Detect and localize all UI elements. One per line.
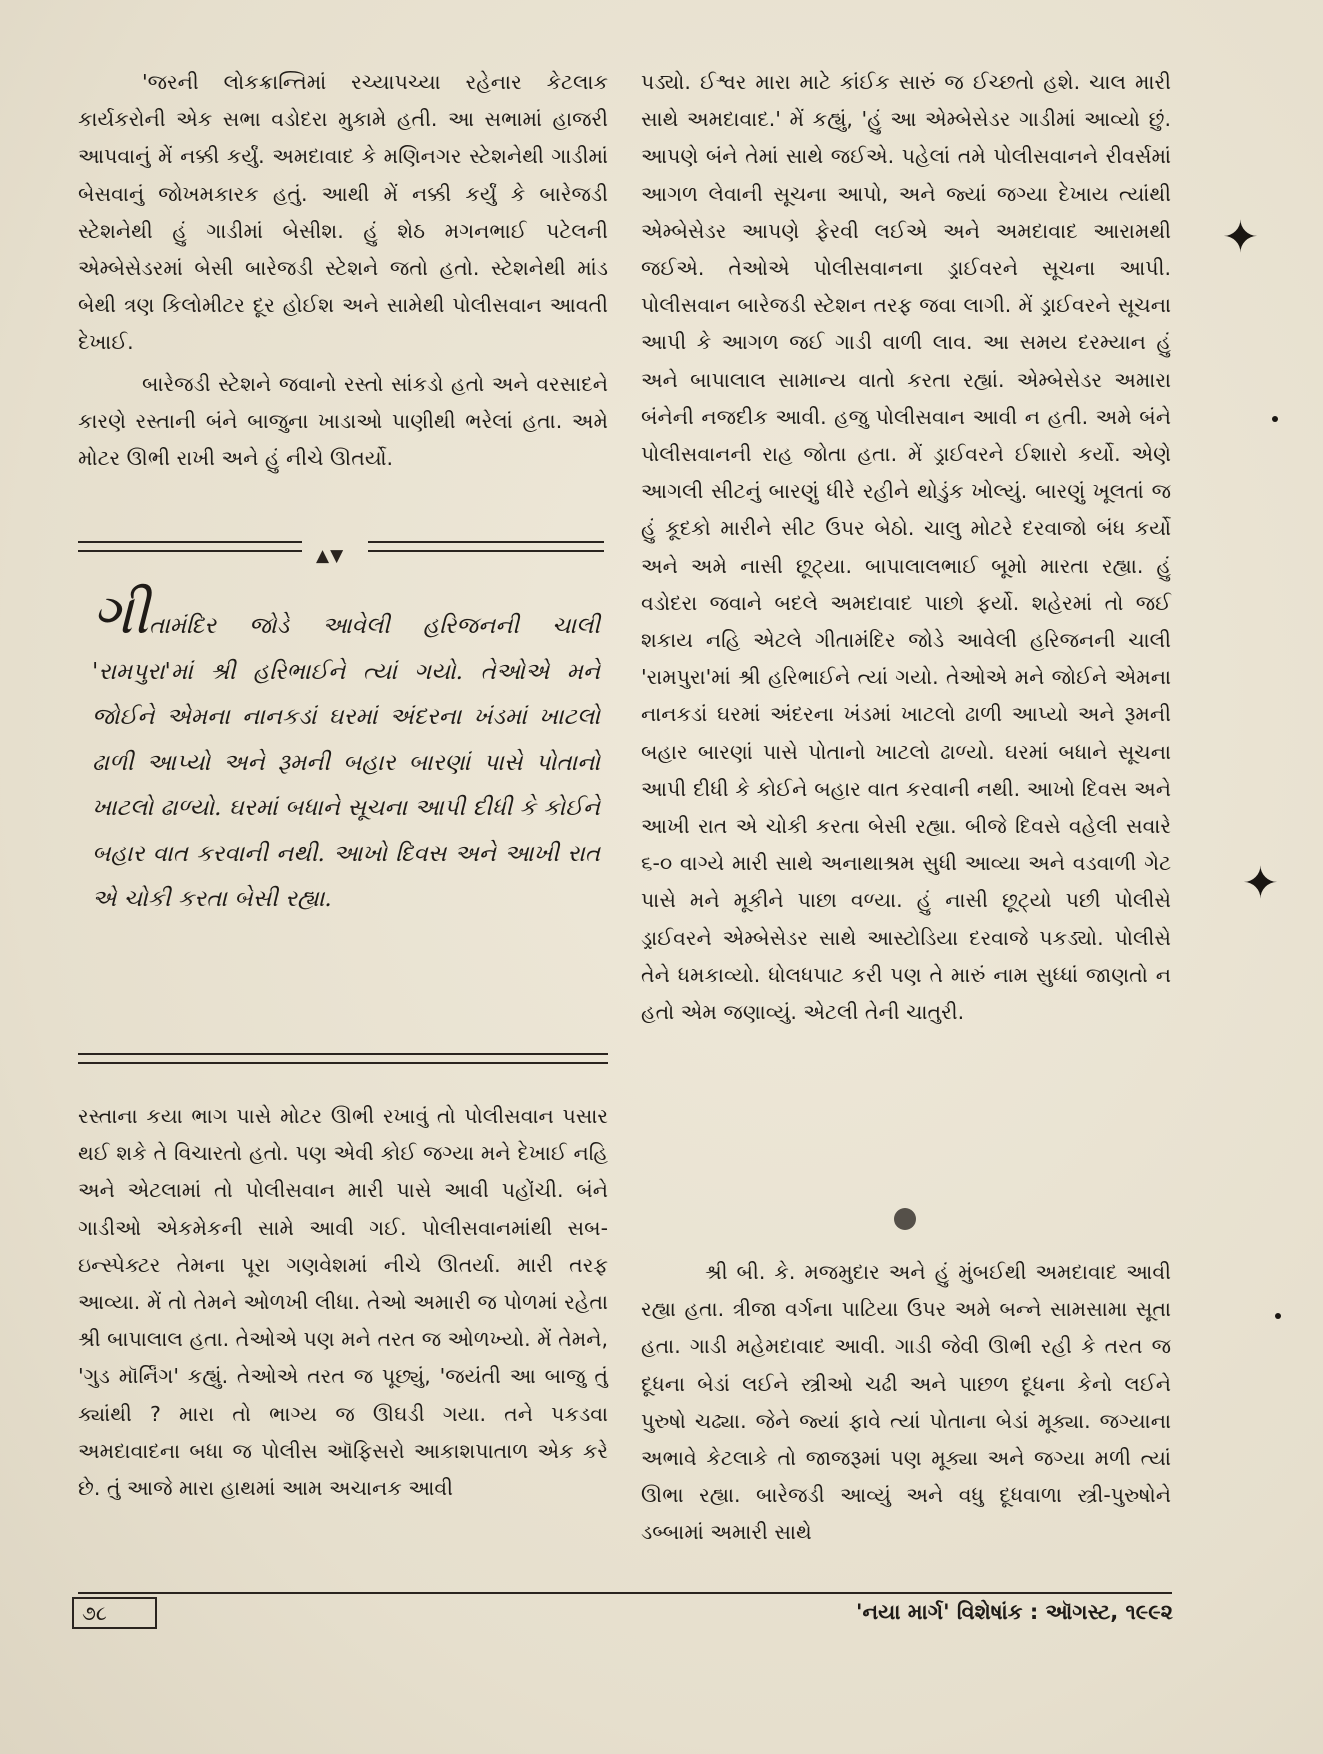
- right-column-bottom: [641, 1254, 1171, 1552]
- ornament-triangles: ▲▼: [316, 546, 345, 566]
- pull-quote-dropcap: ગી: [92, 582, 149, 647]
- body-paragraph: બારેજડી સ્ટેશને જવાનો રસ્તો સાંકડો હતો અને વરસાદને કારણે રસ્તાની બંને બાજુના ખાડાઓ પાણીથી ભરેલાં હતા. અમે મોટર ઊભી રાખી અને હું નીચે ઊતર્યો.: [78, 371, 608, 471]
- footer-caption: 'નયા માર્ગ' વિશેષાંક : ઑગસ્ટ, ૧૯૯૨: [856, 1600, 1173, 1624]
- section-divider-left: [78, 541, 302, 552]
- body-paragraph: રસ્તાના કયા ભાગ પાસે મોટર ઊભી રખાવું તો પોલીસવાન પસાર થઈ શકે તે વિચારતો હતો. પણ એવી કોઈ જગ્યા મને દેખાઈ નહિ અને એટલામાં તો પોલીસવાન મારી પાસે આવી પહોંચી. બંને ગાડીઓ એકમેકની સામે આવી ગઈ. પોલીસવાનમાંથી સબ-ઇન્સ્પેક્ટર તેમના પૂરા ગણવેશમાં નીચે ઊતર્યા. મારી તરફ આવ્યા. મેં તો તેમને ઓળખી લીધા. તેઓ અમારી જ પોળમાં રહેતા શ્રી બાપાલાલ હતા. તેઓએ પણ મને તરત જ ઓળખ્યો. મેં તેમને, 'ગુડ મૉર્નિંગ' કહ્યું. તેઓએ તરત જ પૂછ્યું, 'જયંતી આ બાજુ તું ક્યાંથી ? મારા તો ભાગ્ય જ ઊઘડી ગયા. તને પકડવા અમદાવાદના બધા જ પોલીસ ઑફિસરો આકાશપાતાળ એક કરે છે. તું આજે મારા હાથમાં આમ અચાનક આવી: [78, 1104, 608, 1501]
- pull-quote-body: તામંદિર જોડે આવેલી હરિજનની ચાલી 'રામપુરા'માં શ્રી હરિભાઈને ત્યાં ગયો. તેઓએ મને જોઈને એમના નાનકડાં ઘરમાં અંદરના ખંડમાં ખાટલો ઢાળી આપ્યો અને રૂમની બહાર બારણાં પાસે પોતાનો ખાટલો ઢાળ્યો. ઘરમાં બધાને સૂચના આપી દીધી કે કોઈને બહાર વાત કરવાની નથી. આખો દિવસ અને આખી રાત એ ચોકી કરતા બેસી રહ્યા.: [92, 613, 600, 912]
- pull-quote-bottom-rule: [78, 1053, 608, 1064]
- ink-dot-mark: [1272, 416, 1278, 422]
- opening-paragraph: 'જરની લોકક્રાન્તિમાં રચ્યાપચ્યા રહેનાર કેટલાક કાર્યકરોની એક સભા વડોદરા મુકામે હતી. આ સભામાં હાજરી આપવાનું મેં નક્કી કર્યું. અમદાવાદ કે મણિનગર સ્ટેશનેથી ગાડીમાં બેસવાનું જોખમકારક હતું. આથી મેં નક્કી કર્યું કે બારેજડી સ્ટેશનેથી હું ગાડીમાં બેસીશ. હું શેઠ મગનભાઈ પટેલની એમ્બેસેડરમાં બેસી બારેજડી સ્ટેશને જતો હતો. સ્ટેશનેથી માંડ બેથી ત્રણ કિલોમીટર દૂર હોઈશ અને સામેથી પોલીસવાન આવતી દેખાઈ.: [78, 70, 608, 355]
- ink-blot-mark: ✦: [1222, 212, 1259, 263]
- footer-rule: [78, 1592, 1172, 1594]
- page-number: ૭૮: [72, 1597, 157, 1629]
- pull-quote-text: [92, 582, 600, 923]
- body-paragraph: શ્રી બી. કે. મજમુદાર અને હું મુંબઈથી અમદાવાદ આવી રહ્યા હતા. ત્રીજા વર્ગના પાટિયા ઉપર અમે બન્ને સામસામા સૂતા હતા. ગાડી મહેમદાવાદ આવી. ગાડી જેવી ઊભી રહી કે તરત જ દૂધના બેડાં લઈને સ્ત્રીઓ ચઢી અને પાછળ દૂધના કેનો લઈને પુરુષો ચઢ્યા. જેને જ્યાં ફાવે ત્યાં પોતાના બેડાં મૂક્યા. જગ્યાના અભાવે કેટલાકે તો જાજરૂમાં પણ મૂક્યા અને જગ્યા મળી ત્યાં ઊભા રહ્યા. બારેજડી આવ્યું અને વધુ દૂધવાળા સ્ત્રી-પુરુષોને ડબ્બામાં અમારી સાથે: [641, 1260, 1171, 1545]
- ink-dot-mark: [1275, 1313, 1281, 1319]
- left-column-top: [78, 64, 608, 477]
- left-column-bottom: [78, 1098, 608, 1507]
- body-paragraph: પડ્યો. ઈશ્વર મારા માટે કાંઈક સારું જ ઈચ્છતો હશે. ચાલ મારી સાથે અમદાવાદ.' મેં કહ્યું, 'હું આ એમ્બેસેડર ગાડીમાં આવ્યો છું. આપણે બંને તેમાં સાથે જઈએ. પહેલાં તમે પોલીસવાનને રીવર્સમાં આગળ લેવાની સૂચના આપો, અને જ્યાં જગ્યા દેખાય ત્યાંથી એમ્બેસેડર આપણે ફેરવી લઈએ અને અમદાવાદ આરામથી જઈએ. તેઓએ પોલીસવાનના ડ્રાઈવરને સૂચના આપી. પોલીસવાન બારેજડી સ્ટેશન તરફ જવા લાગી. મેં ડ્રાઈવરને સૂચના આપી કે આગળ જઈ ગાડી વાળી લાવ. આ સમય દરમ્યાન હું અને બાપાલાલ સામાન્ય વાતો કરતા રહ્યાં. એમ્બેસેડર અમારા બંનેની નજદીક આવી. હજુ પોલીસવાન આવી ન હતી. અમે બંને પોલીસવાનની રાહ જોતા હતા. મેં ડ્રાઈવરને ઈશારો કર્યો. એણે આગલી સીટનું બારણું ધીરે રહીને થોડુંક ખોલ્યું. બારણું ખૂલતાં જ હું કૂદકો મારીને સીટ ઉપર બેઠો. ચાલુ મોટરે દરવાજો બંધ કર્યો અને અમે નાસી છૂટ્યા. બાપાલાલભાઈ બૂમો મારતા રહ્યા. હું વડોદરા જવાને બદલે અમદાવાદ પાછો ફર્યો. શહેરમાં તો જઈ શકાય નહિ એટલે ગીતામંદિર જોડે આવેલી હરિજનની ચાલી 'રામપુરા'માં શ્રી હરિભાઈને ત્યાં ગયો. તેઓએ મને જોઈને એમના નાનકડાં ઘરમાં અંદરના ખંડમાં ખાટલો ઢાળી આપ્યો અને રૂમની બહાર બારણાં પાસે પોતાનો ખાટલો ઢાળ્યો. ઘરમાં બધાને સૂચના આપી દીધી કે કોઈને બહાર વાત કરવાની નથી. આખો દિવસ અને આખી રાત એ ચોકી કરતા બેસી રહ્યા. બીજે દિવસે વહેલી સવારે ૬-૦ વાગ્યે મારી સાથે અનાથાશ્રમ સુધી આવ્યા અને વડવાળી ગેટ પાસે મને મૂકીને પાછા વળ્યા. હું નાસી છૂટ્યો પછી પોલીસે ડ્રાઈવરને એમ્બેસેડર સાથે આસ્ટોડિયા દરવાજે પકડ્યો. પોલીસે તેને ધમકાવ્યો. ધોલધપાટ કરી પણ તે મારું નામ સુધ્ધાં જાણતો ન હતો એમ જણાવ્યું. એટલી તેની ચાતુરી.: [641, 70, 1171, 1025]
- ink-blot-mark: ✦: [1242, 858, 1279, 909]
- right-column-top: [641, 64, 1171, 1031]
- section-divider-right: [368, 541, 604, 552]
- pull-quote: [92, 582, 600, 923]
- section-bullet-circle: [894, 1208, 916, 1230]
